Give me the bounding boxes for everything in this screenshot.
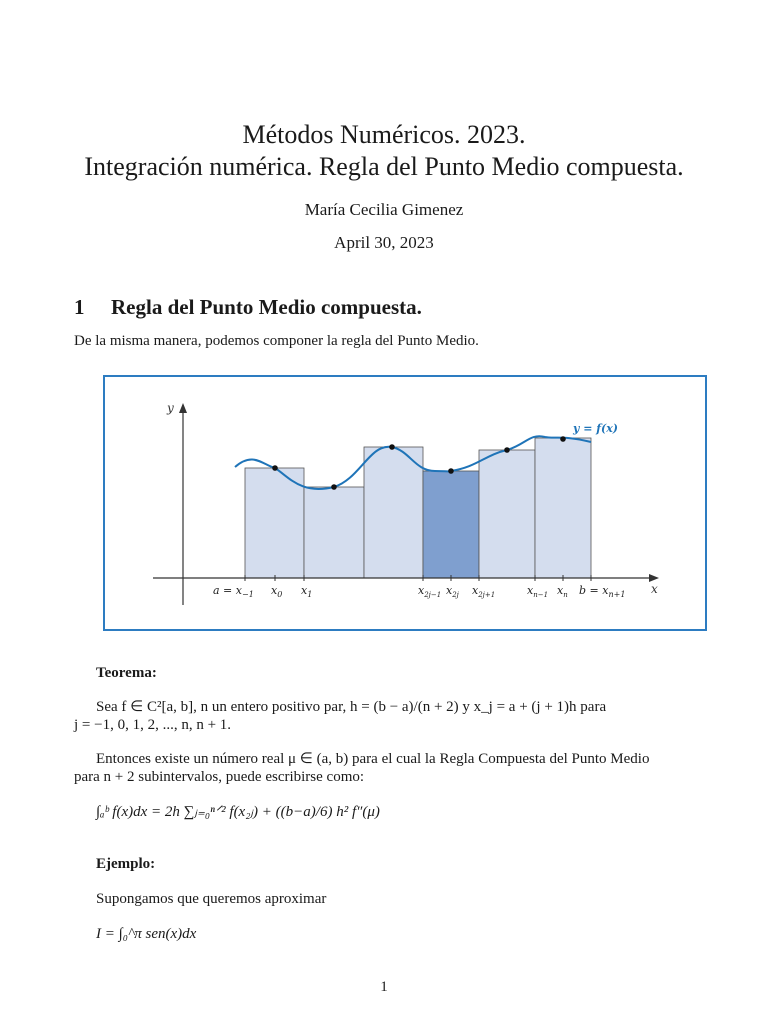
x-axis-label: x [651, 582, 658, 596]
tick-label-x2j+1: $x_{2j+1}$ [472, 584, 496, 599]
bar-highlight [423, 471, 479, 578]
tick-labels [213, 584, 625, 599]
tick-label-x2j-1: $x_{2j-1}$ [418, 584, 442, 599]
tick-label-b: $b = x_{n+1}$ [579, 584, 626, 599]
x-axis-arrow [649, 574, 659, 582]
theorem-formula: ∫ₐᵇ f(x)dx = 2h ∑ⱼ₌₀ⁿᐟ² f(x₂ⱼ) + ((b−a)/6) h² f″(μ) [96, 804, 380, 820]
bar-2 [304, 487, 364, 578]
bar-1 [245, 468, 304, 578]
tick-label-x2j: $x_{2j}$ [446, 584, 459, 599]
example-heading: Ejemplo: [96, 856, 156, 872]
author: María Cecilia Gimenez [304, 200, 464, 219]
title-line-1: Métodos Numéricos. 2023. [242, 120, 526, 149]
midpoint-rule-figure [105, 377, 705, 629]
intro-paragraph: De la misma manera, podemos componer la regla del Punto Medio. [74, 333, 479, 349]
tick-label-a: $a = x_{-1}$ [213, 584, 254, 599]
example-text: Supongamos que queremos aproximar [96, 891, 327, 907]
bar-3 [364, 447, 423, 578]
bar-5 [479, 450, 535, 578]
theorem-p2-line2: para n + 2 subintervalos, puede escribirse como: [74, 769, 365, 785]
theorem-p2-line1: Entonces existe un número real μ ∈ (a, b) para el cual la Regla Compuesta del Punto Medio [96, 751, 650, 767]
date: April 30, 2023 [334, 233, 434, 252]
tick-label-x0: $x_0$ [271, 584, 283, 599]
tick-label-xn-1: $x_{n-1}$ [527, 584, 549, 599]
section-title: Regla del Punto Medio compuesta. [111, 295, 422, 319]
curve-label: y = f(x) [573, 422, 618, 435]
page-number: 1 [380, 979, 388, 995]
section-number: 1 [74, 295, 85, 319]
y-axis-arrow [179, 403, 187, 413]
example-formula: I = ∫₀^π sen(x)dx [96, 926, 197, 942]
theorem-p1-line1: Sea f ∈ C²[a, b], n un entero positivo par, h = (b − a)/(n + 2) y x_j = a + (j + 1)h para [96, 699, 607, 715]
y-axis-label: y [167, 401, 174, 415]
theorem-p1-line2: j = −1, 0, 1, 2, ..., n, n + 1. [74, 717, 232, 733]
tick-label-x1: $x_1$ [301, 584, 313, 599]
theorem-heading: Teorema: [96, 665, 157, 681]
tick-label-xn: $x_n$ [557, 584, 568, 599]
bar-6 [535, 438, 591, 578]
title-line-2: Integración numérica. Regla del Punto Medio compuesta. [84, 152, 684, 181]
